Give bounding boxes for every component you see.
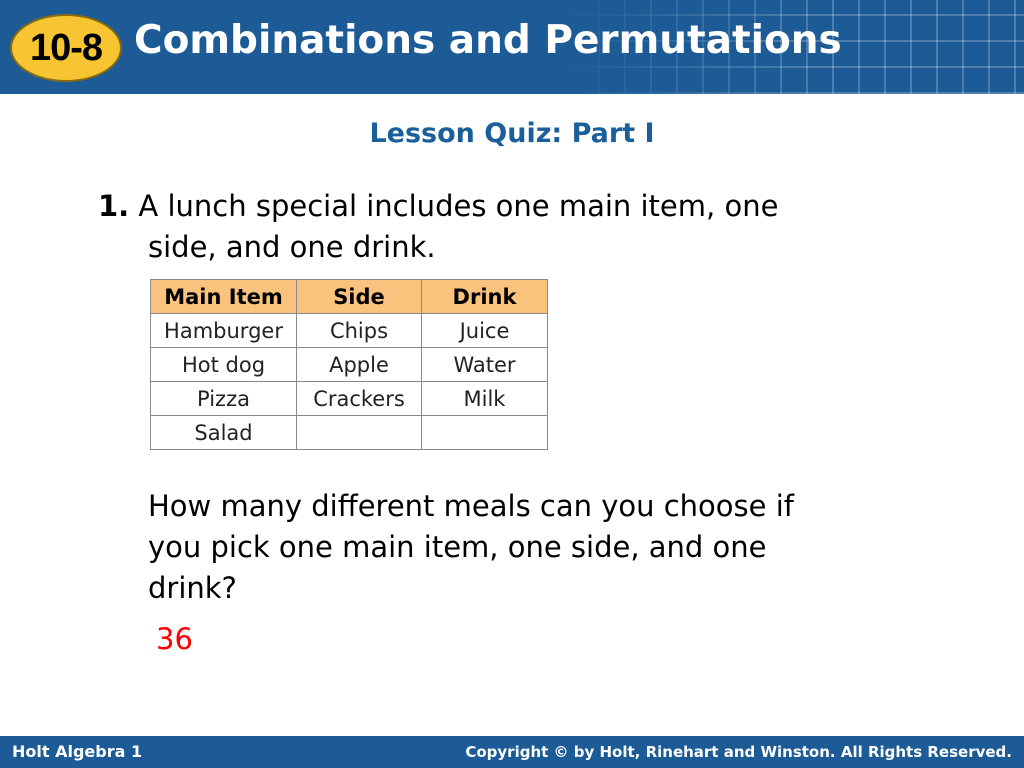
table-cell: Salad — [151, 416, 297, 450]
table-cell: Apple — [297, 348, 422, 382]
table-cell — [422, 416, 548, 450]
table-cell: Crackers — [297, 382, 422, 416]
problem-line-1 — [98, 186, 928, 227]
table-cell: Hot dog — [151, 348, 297, 382]
table-cell: Chips — [297, 314, 422, 348]
footer-course-name: Holt Algebra 1 — [12, 742, 143, 761]
table-row — [151, 382, 548, 416]
column-header-side: Side — [297, 280, 422, 314]
table-header-row — [151, 280, 548, 314]
question-text — [148, 486, 948, 609]
table-cell: Hamburger — [151, 314, 297, 348]
question-line-2: you pick one main item, one side, and one — [148, 530, 767, 564]
table-row — [151, 416, 548, 450]
table-row — [151, 314, 548, 348]
answer-text: 36 — [156, 622, 193, 656]
question-line-3: drink? — [148, 571, 237, 605]
footer-copyright: Copyright © by Holt, Rinehart and Winston. All Rights Reserved. — [465, 743, 1012, 761]
table-cell — [297, 416, 422, 450]
slide-footer — [0, 736, 1024, 768]
table-cell: Milk — [422, 382, 548, 416]
problem-statement — [98, 186, 928, 268]
menu-table — [150, 279, 548, 450]
question-number: 1. — [98, 189, 130, 223]
table-cell: Pizza — [151, 382, 297, 416]
header-title: Combinations and Permutations — [134, 18, 842, 63]
lesson-number-badge — [10, 14, 122, 82]
lesson-number: 10-8 — [29, 26, 103, 69]
question-line-1: How many different meals can you choose if — [148, 489, 794, 523]
page-subtitle: Lesson Quiz: Part I — [369, 118, 655, 149]
slide-header — [0, 0, 1024, 94]
table-cell: Juice — [422, 314, 548, 348]
problem-text-1: A lunch special includes one main item, one — [138, 189, 779, 223]
table-cell: Water — [422, 348, 548, 382]
column-header-drink: Drink — [422, 280, 548, 314]
column-header-main-item: Main Item — [151, 280, 297, 314]
problem-text-2: side, and one drink. — [148, 230, 436, 264]
table-row — [151, 348, 548, 382]
